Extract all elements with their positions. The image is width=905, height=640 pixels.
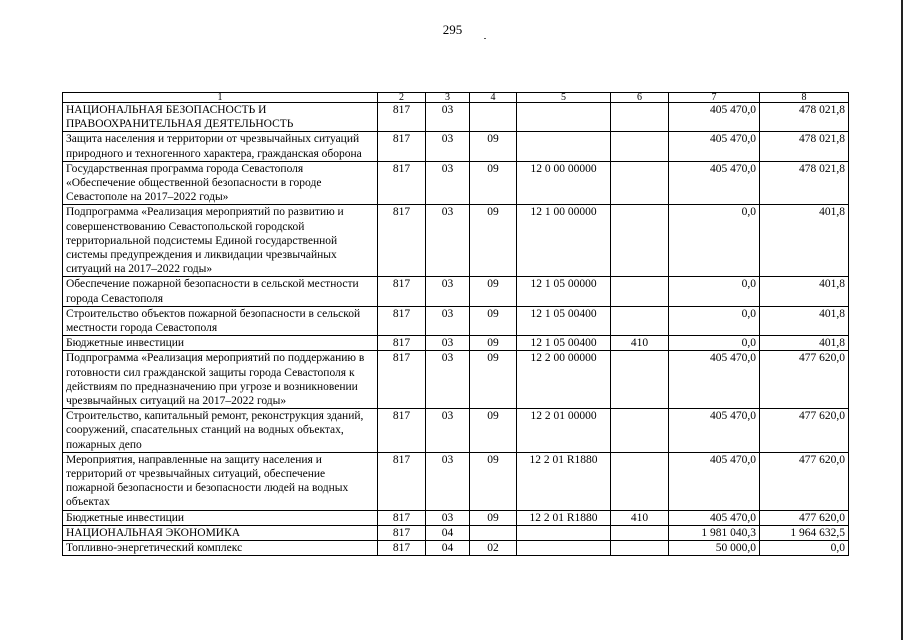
table-body [63, 93, 849, 556]
cell-section-code: 03 [426, 103, 470, 132]
table-row [63, 541, 849, 556]
cell-expense-type [611, 205, 669, 277]
cell-name: Обеспечение пожарной безопасности в сельской местности города Севастополя [63, 277, 378, 306]
cell-section-code: 03 [426, 306, 470, 335]
cell-subsection-code: 09 [470, 277, 517, 306]
cell-ministry-code: 817 [378, 103, 426, 132]
cell-target-article: 12 1 00 00000 [517, 205, 611, 277]
page-number: 295 [442, 22, 463, 37]
cell-amount-year2: 1 964 632,5 [760, 525, 849, 540]
cell-subsection-code: 09 [470, 351, 517, 409]
cell-amount-year1: 405 470,0 [669, 510, 760, 525]
cell-expense-type [611, 452, 669, 510]
column-number: 4 [470, 93, 517, 103]
column-number: 8 [760, 93, 849, 103]
cell-amount-year1: 50 000,0 [669, 541, 760, 556]
cell-section-code: 03 [426, 351, 470, 409]
cell-expense-type [611, 541, 669, 556]
cell-ministry-code: 817 [378, 132, 426, 161]
cell-amount-year1: 405 470,0 [669, 351, 760, 409]
cell-amount-year1: 0,0 [669, 336, 760, 351]
cell-target-article [517, 132, 611, 161]
cell-amount-year1: 405 470,0 [669, 161, 760, 205]
cell-subsection-code: 09 [470, 452, 517, 510]
cell-amount-year2: 477 620,0 [760, 510, 849, 525]
cell-amount-year1: 0,0 [669, 277, 760, 306]
cell-subsection-code [470, 525, 517, 540]
cell-target-article: 12 2 00 00000 [517, 351, 611, 409]
cell-ministry-code: 817 [378, 510, 426, 525]
cell-name: Топливно-энергетический комплекс [63, 541, 378, 556]
cell-amount-year1: 405 470,0 [669, 409, 760, 453]
cell-name: НАЦИОНАЛЬНАЯ БЕЗОПАСНОСТЬ И ПРАВООХРАНИТЕЛЬНАЯ ДЕЯТЕЛЬНОСТЬ [63, 103, 378, 132]
table-row [63, 205, 849, 277]
cell-ministry-code: 817 [378, 541, 426, 556]
cell-amount-year2: 401,8 [760, 306, 849, 335]
cell-name: Защита населения и территории от чрезвычайных ситуаций природного и техногенного характера, гражданская оборона [63, 132, 378, 161]
cell-section-code: 03 [426, 132, 470, 161]
cell-expense-type: 410 [611, 336, 669, 351]
cell-amount-year2: 478 021,8 [760, 103, 849, 132]
cell-subsection-code: 09 [470, 161, 517, 205]
column-number-row [63, 93, 849, 103]
cell-amount-year2: 401,8 [760, 336, 849, 351]
cell-ministry-code: 817 [378, 336, 426, 351]
cell-section-code: 03 [426, 409, 470, 453]
cell-target-article [517, 525, 611, 540]
cell-amount-year2: 478 021,8 [760, 161, 849, 205]
cell-section-code: 03 [426, 161, 470, 205]
cell-expense-type [611, 103, 669, 132]
cell-ministry-code: 817 [378, 525, 426, 540]
column-number: 3 [426, 93, 470, 103]
table-row [63, 525, 849, 540]
cell-target-article: 12 2 01 R1880 [517, 452, 611, 510]
cell-amount-year2: 477 620,0 [760, 409, 849, 453]
cell-section-code: 03 [426, 277, 470, 306]
cell-expense-type [611, 525, 669, 540]
cell-expense-type [611, 277, 669, 306]
cell-subsection-code: 09 [470, 306, 517, 335]
cell-name: Бюджетные инвестиции [63, 510, 378, 525]
cell-name: Строительство объектов пожарной безопасности в сельской местности города Севастополя [63, 306, 378, 335]
cell-subsection-code: 09 [470, 336, 517, 351]
table-row [63, 306, 849, 335]
cell-expense-type [611, 132, 669, 161]
budget-table [62, 92, 849, 556]
cell-section-code: 03 [426, 452, 470, 510]
cell-expense-type [611, 161, 669, 205]
table-row [63, 409, 849, 453]
cell-target-article [517, 541, 611, 556]
cell-ministry-code: 817 [378, 306, 426, 335]
cell-subsection-code: 02 [470, 541, 517, 556]
cell-amount-year2: 477 620,0 [760, 452, 849, 510]
column-number: 7 [669, 93, 760, 103]
cell-section-code: 04 [426, 541, 470, 556]
cell-amount-year2: 477 620,0 [760, 351, 849, 409]
cell-amount-year1: 1 981 040,3 [669, 525, 760, 540]
cell-section-code: 03 [426, 510, 470, 525]
table-row [63, 277, 849, 306]
cell-subsection-code: 09 [470, 205, 517, 277]
cell-amount-year1: 405 470,0 [669, 452, 760, 510]
cell-name: Государственная программа города Севастополя «Обеспечение общественной безопасности в городе Севастополе на 2017–2022 годы» [63, 161, 378, 205]
table-row [63, 351, 849, 409]
cell-name: Строительство, капитальный ремонт, реконструкция зданий, сооружений, спасательных станций на водных объектах, пожарных депо [63, 409, 378, 453]
table-row [63, 132, 849, 161]
cell-amount-year1: 0,0 [669, 205, 760, 277]
table-row [63, 336, 849, 351]
cell-target-article: 12 0 00 00000 [517, 161, 611, 205]
cell-section-code: 04 [426, 525, 470, 540]
cell-name: Бюджетные инвестиции [63, 336, 378, 351]
cell-subsection-code: 09 [470, 409, 517, 453]
cell-section-code: 03 [426, 205, 470, 277]
cell-subsection-code [470, 103, 517, 132]
cell-ministry-code: 817 [378, 452, 426, 510]
cell-target-article: 12 2 01 R1880 [517, 510, 611, 525]
cell-amount-year2: 401,8 [760, 277, 849, 306]
column-number: 6 [611, 93, 669, 103]
cell-amount-year1: 405 470,0 [669, 103, 760, 132]
cell-amount-year2: 401,8 [760, 205, 849, 277]
cell-subsection-code: 09 [470, 510, 517, 525]
cell-amount-year1: 405 470,0 [669, 132, 760, 161]
cell-target-article: 12 1 05 00400 [517, 306, 611, 335]
cell-ministry-code: 817 [378, 351, 426, 409]
cell-expense-type [611, 306, 669, 335]
cell-amount-year1: 0,0 [669, 306, 760, 335]
cell-expense-type: 410 [611, 510, 669, 525]
cell-amount-year2: 478 021,8 [760, 132, 849, 161]
column-number: 1 [63, 93, 378, 103]
cell-subsection-code: 09 [470, 132, 517, 161]
scan-artifact [484, 38, 486, 39]
cell-section-code: 03 [426, 336, 470, 351]
column-number: 2 [378, 93, 426, 103]
cell-ministry-code: 817 [378, 409, 426, 453]
cell-ministry-code: 817 [378, 205, 426, 277]
column-number: 5 [517, 93, 611, 103]
cell-ministry-code: 817 [378, 277, 426, 306]
table-row [63, 161, 849, 205]
cell-name: Подпрограмма «Реализация мероприятий по развитию и совершенствованию Севастопольской городской территориальной подсистемы Единой государственной системы предупреждения и ликвидации чрезвычайных ситуаций на 2017–2022 годы» [63, 205, 378, 277]
table-row [63, 452, 849, 510]
cell-expense-type [611, 351, 669, 409]
cell-ministry-code: 817 [378, 161, 426, 205]
cell-target-article [517, 103, 611, 132]
cell-name: НАЦИОНАЛЬНАЯ ЭКОНОМИКА [63, 525, 378, 540]
cell-target-article: 12 2 01 00000 [517, 409, 611, 453]
cell-name: Подпрограмма «Реализация мероприятий по поддержанию в готовности сил гражданской защиты города Севастополя к действиям по предназначению при угрозе и возникновении чрезвычайных ситуаций на 2017–2022 годы» [63, 351, 378, 409]
cell-target-article: 12 1 05 00000 [517, 277, 611, 306]
cell-name: Мероприятия, направленные на защиту населения и территорий от чрезвычайных ситуаций, обеспечение пожарной безопасности и безопасности людей на водных объектах [63, 452, 378, 510]
table-row [63, 510, 849, 525]
cell-amount-year2: 0,0 [760, 541, 849, 556]
table-row [63, 103, 849, 132]
cell-target-article: 12 1 05 00400 [517, 336, 611, 351]
cell-expense-type [611, 409, 669, 453]
